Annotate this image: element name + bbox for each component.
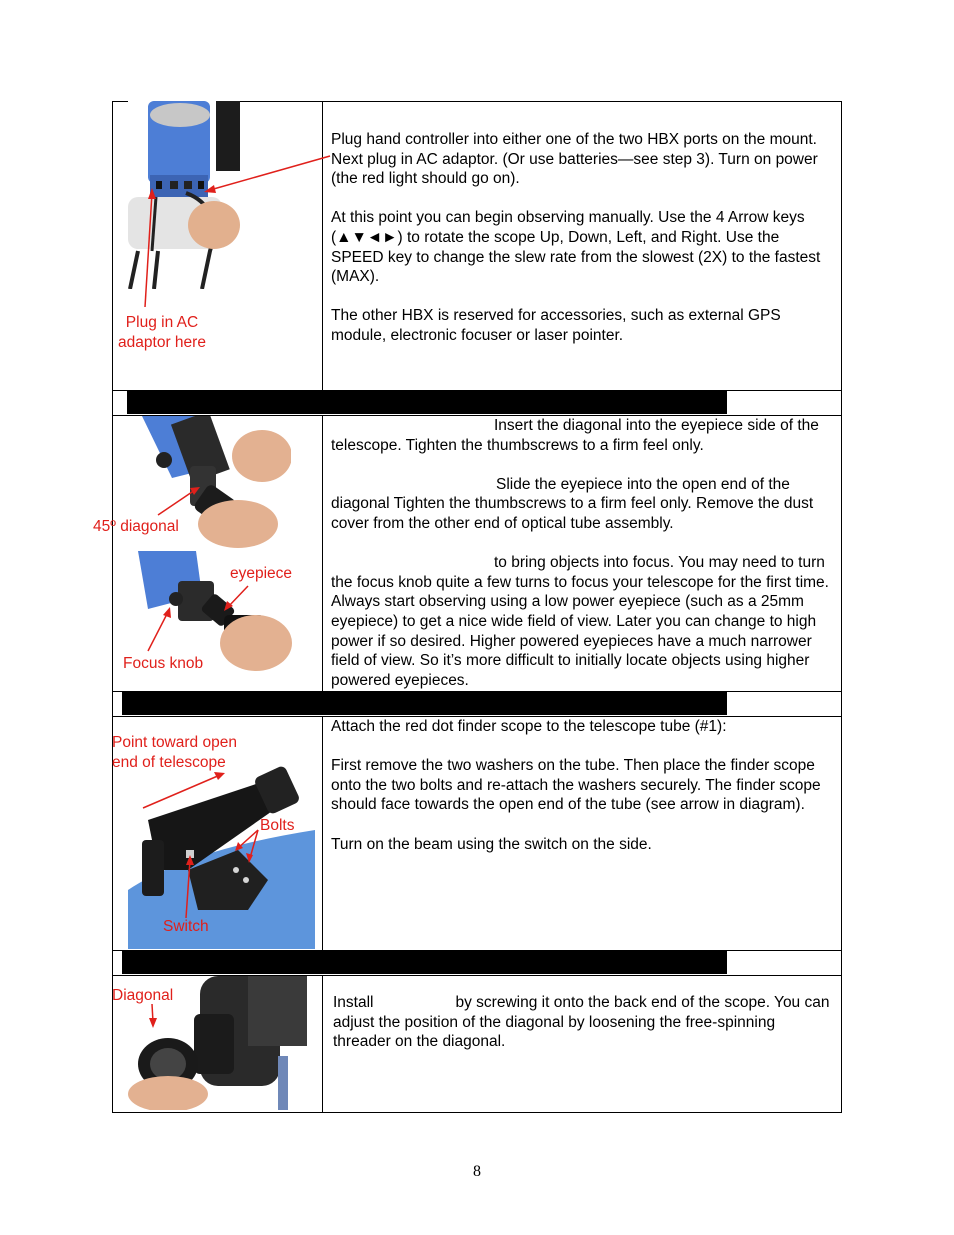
callout-point-toward-open-end: Point toward open end of telescope: [112, 734, 237, 771]
step-text: [331, 416, 831, 690]
callout-bolts: Bolts: [260, 817, 295, 834]
hand-controller-photo: [128, 101, 240, 289]
install-rest: by screwing it onto the back end of the scope. You can adjust the position of the diagonal by loosening the free-spinning threader on the diagonal.: [333, 994, 830, 1051]
callout-diagonal: Diagonal: [112, 987, 174, 1004]
paragraph: to bring objects into focus. You may need to turn the focus knob quite a few turns to focus your telescope for the first time. Always start observing using a low power eyepiece (such as a 25mm eyepiece) to get a nice wide field of view. Later you can change to high power if so desired. Higher powered eyepieces have a much narrower field of view. So it’s more difficult to initially locate objects using higher powered eyepieces.: [331, 554, 829, 689]
paragraph: [333, 993, 833, 1052]
callout-switch: Switch: [163, 918, 209, 935]
step-text: [331, 717, 831, 854]
column-divider: [322, 101, 323, 390]
callout-eyepiece: eyepiece: [230, 565, 293, 582]
finder-scope-photo: [128, 760, 315, 949]
paragraph: Insert the diagonal into the eyepiece side of the telescope. Tighten the thumbscrews to a firm feel only.: [331, 417, 819, 454]
paragraph: First remove the two washers on the tube. Then place the finder scope onto the two bolts and re-attach the washers securely. The finder scope should face towards the open end of the tube (see arrow in diagram).: [331, 757, 821, 814]
column-divider: [322, 975, 323, 1112]
step-header-bar: [122, 692, 727, 715]
column-divider: [322, 716, 323, 950]
step-text: [331, 130, 831, 346]
install-word: Install: [333, 994, 374, 1011]
paragraph: Turn on the beam using the switch on the side.: [331, 835, 652, 853]
paragraph: Attach the red dot finder scope to the telescope tube (#1):: [331, 718, 727, 735]
page-number: 8: [473, 1163, 481, 1180]
paragraph: Plug hand controller into either one of the two HBX ports on the mount. Next plug in AC adaptor. (Or use batteries—see step 3). Turn on power (the red light should go on).: [331, 131, 818, 188]
column-divider: [322, 415, 323, 692]
callout-focus-knob: Focus knob: [123, 655, 204, 672]
step-header-bar: [127, 391, 727, 414]
callout-45-diagonal: 45º diagonal: [93, 518, 179, 535]
paragraph: At this point you can begin observing manually. Use the 4 Arrow keys (▲▼◄►) to rotate the scope Up, Down, Left, and Right. Use the SPEED key to change the slew rate from the slowest (2X) to the fastest (MAX).: [331, 209, 821, 286]
step-text: [333, 993, 833, 1052]
paragraph: The other HBX is reserved for accessories, such as external GPS module, electronic focuser or laser pointer.: [331, 307, 781, 344]
step-header-bar: [122, 951, 727, 974]
paragraph: Slide the eyepiece into the open end of the diagonal Tighten the thumbscrews to a firm feel only. Remove the dust cover from the other end of optical tube assembly.: [331, 475, 814, 532]
callout-ac-adaptor: Plug in AC adaptor here: [118, 314, 206, 351]
